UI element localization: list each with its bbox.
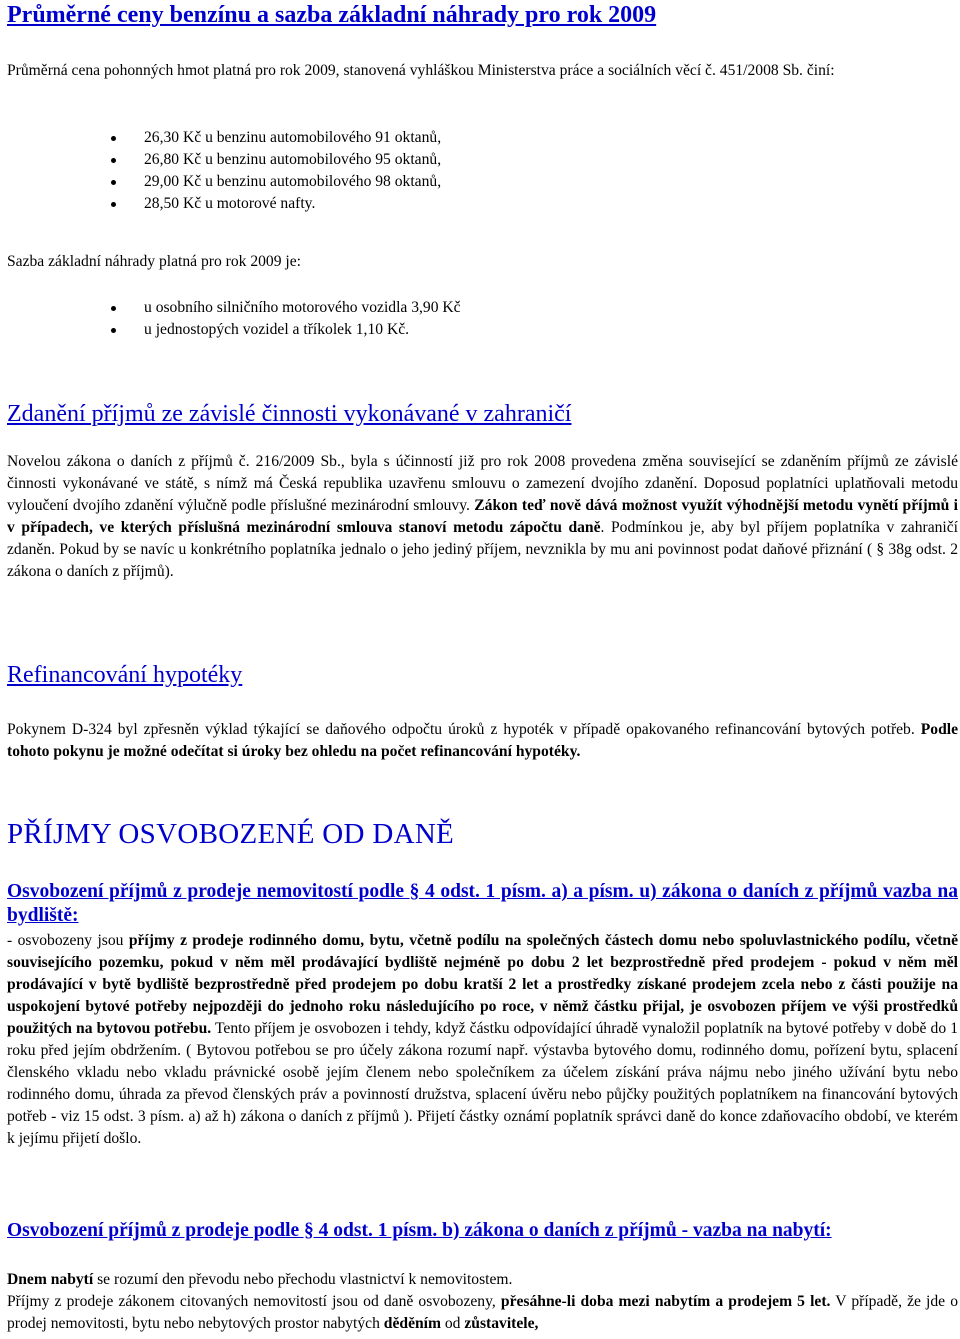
subtitle-real-estate-residence[interactable]: Osvobození příjmů z prodeje nemovitostí podle § 4 odst. 1 písm. a) a písm. u) zákona o daních z příjmů vazba na bydliště:: [7, 881, 958, 926]
foreign-income-paragraph: Novelou zákona o daních z příjmů č. 216/2009 Sb., byla s účinností již pro rok 2008 provedena změna související se zdaněním příjmů ze závislé činnosti vykonávané ve státě, s nímž má Česká republika uzavřenu smlouvu o zamezení dvojího zdanění. Doposud poplatníci uplatňovali metodu vyloučení dvojího zdanění výlučně podle příslušné mezinárodní smlouvy. Zákon teď nově dává možnost využít výhodnější metodu vynětí příjmů i v případech, ve kterých příslušná mezinárodní smlouva stanoví metodu zápočtu daně. Podmínkou je, aby byl příjem poplatníka v zahraničí zdaněn. Pokud by se navíc u konkrétního poplatníka jednalo o jeho jediný příjem, nevznikla by mu ani povinnost podat daňové přiznání ( § 38g odst. 2 zákona o daních z příjmů).: [7, 453, 958, 580]
residence-paragraph: - osvobozeny jsou příjmy z prodeje rodinného domu, bytu, včetně podílu na společných částech domu nebo spoluvlastnického podílu, včetně souvisejícího pozemku, pokud v něm měl prodávající bydliště nejméně po dobu 2 let bezprostředně před prodejem - pokud v něm měl prodávající v bytě bydliště bezprostředně před prodejem po dobu kratší 2 let a prostředky získané prodejem zcela nebo z části použije na uspokojení bytové potřeby nejpozději do jednoho roku následujícího po roce, v němž částku přijal, je osvobozen příjem ve výši prostředků použitých na bytovou potřebu. Tento příjem je osvobozen i tehdy, když částku odpovídající úhradě vynaložil poplatník na bytové potřeby v době do 1 roku před jejím obdržením. ( Bytovou potřebou se pro účely zákona rozumí např. výstavba bytového domu, rodinného domu, pořízení bytu, splacení členského vkladu nebo vkladu právnické osobě jejím členem nebo společníkem za účelem získání práva nájmu nebo jiného užívání bytu nebo rodinného domu, úhrada za převod členských práv a povinností družstva, splacení úvěru nebo půjčky použitých poplatníkem na financování bytových potřeb - viz 15 odst. 3 písm. a) až h) zákona o daních z příjmů ). Přijetí částky oznámí poplatník správci daně do konce zdaňovacího období, ve kterém k jejímu přijetí došlo.: [7, 932, 958, 1147]
list-item: u osobního silničního motorového vozidla 3,90 Kč: [7, 297, 958, 319]
bullet-icon: [111, 328, 116, 333]
bullet-icon: [111, 136, 116, 141]
list-item: 29,00 Kč u benzinu automobilového 98 oktanů,: [7, 171, 958, 193]
title-foreign-income[interactable]: Zdanění příjmů ze závislé činnosti vykonávané v zahraničí: [7, 401, 572, 427]
subtitle-real-estate-acquisition[interactable]: Osvobození příjmů z prodeje podle § 4 odst. 1 písm. b) zákona o daních z příjmů - vazba na nabytí:: [7, 1220, 832, 1241]
acquisition-paragraph: Příjmy z prodeje zákonem citovaných nemovitostí jsou od daně osvobozeny, přesáhne-li doba mezi nabytím a prodejem 5 let. V případě, že jde o prodej nemovitosti, bytu nebo nebytových prostor nabytých děděním od zůstavitele,: [7, 1293, 958, 1332]
rate-list: [7, 297, 958, 341]
list-item: u jednostopých vozidel a tříkolek 1,10 Kč.: [7, 319, 958, 341]
title-tax-exempt-income: PŘÍJMY OSVOBOZENÉ OD DANĚ: [7, 818, 455, 850]
bullet-icon: [111, 306, 116, 311]
list-item: 28,50 Kč u motorové nafty.: [7, 193, 958, 215]
bullet-icon: [111, 180, 116, 185]
fuel-intro: Průměrná cena pohonných hmot platná pro rok 2009, stanovená vyhláškou Ministerstva práce a sociálních věcí č. 451/2008 Sb. činí:: [7, 62, 835, 79]
title-mortgage-refinancing[interactable]: Refinancování hypotéky: [7, 662, 243, 688]
fuel-price-list: [7, 127, 958, 215]
list-item: 26,30 Kč u benzinu automobilového 91 oktanů,: [7, 127, 958, 149]
rate-intro: Sazba základní náhrady platná pro rok 2009 je:: [7, 253, 302, 270]
bullet-icon: [111, 202, 116, 207]
title-fuel-prices[interactable]: Průměrné ceny benzínu a sazba základní náhrady pro rok 2009: [7, 2, 657, 28]
bullet-icon: [111, 158, 116, 163]
mortgage-paragraph: Pokynem D-324 byl zpřesněn výklad týkající se daňového odpočtu úroků z hypoték v případě opakovaného refinancování bytových potřeb. Podle tohoto pokynu je možné odečítat si úroky bez ohledu na počet refinancování hypotéky.: [7, 721, 958, 760]
list-item: 26,80 Kč u benzinu automobilového 95 oktanů,: [7, 149, 958, 171]
acquisition-definition: Dnem nabytí se rozumí den převodu nebo přechodu vlastnictví k nemovitostem.: [7, 1271, 513, 1288]
